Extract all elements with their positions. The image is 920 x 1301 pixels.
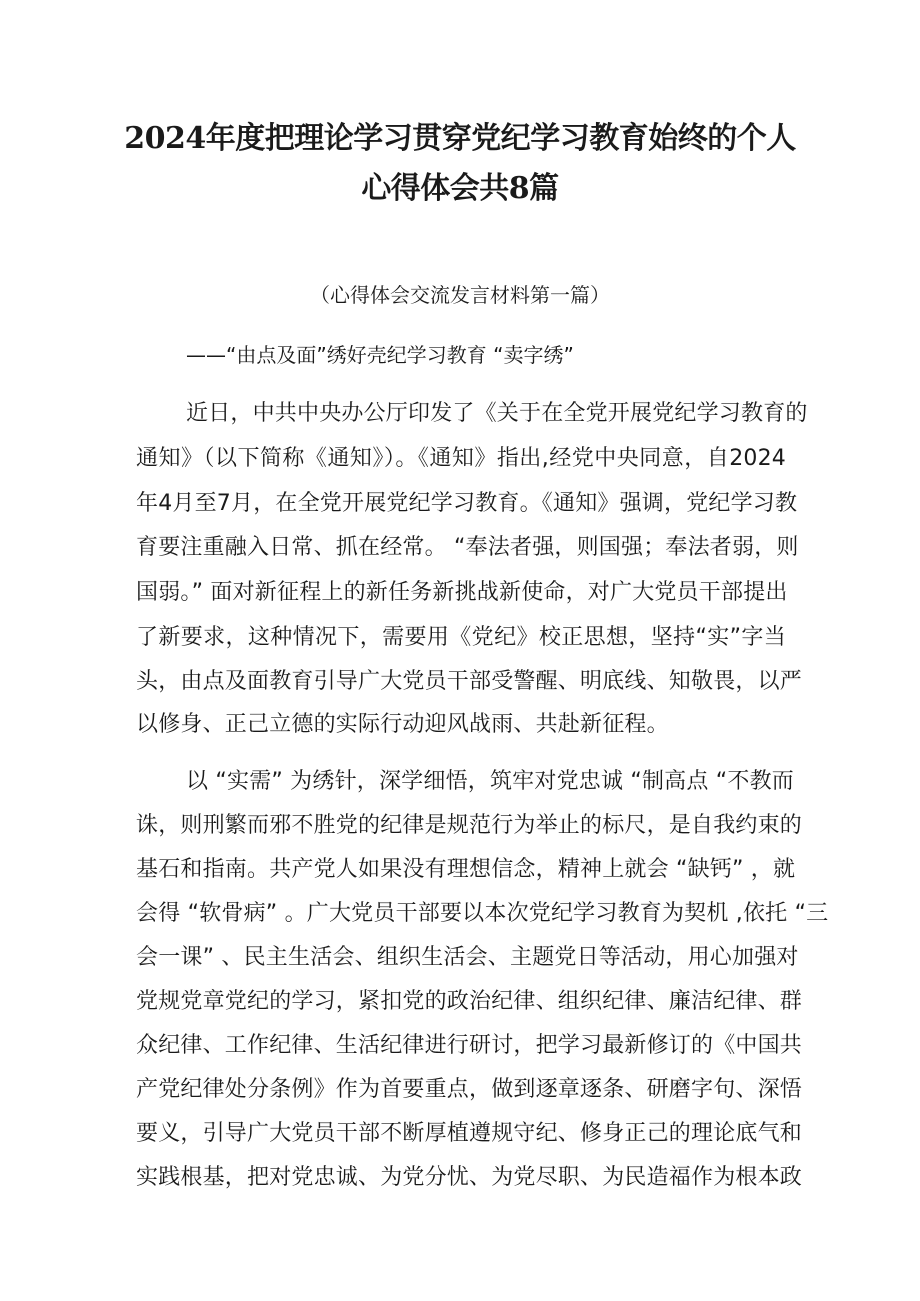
paragraph-line: 基石和指南。共产党人如果没有理想信念，精神上就会 “缺钙” ，就 [136,857,796,882]
paragraph-line: 国弱。” 面对新征程上的新任务新挑战新使命，对广大党员干部提出 [136,580,788,605]
paragraph-line: 会一课” 、民主生活会、组织生活会、主题党日等活动，用心加强对 [136,945,799,970]
paragraph-line: 以修身、正己立德的实际行动迎风战雨、共赴新征程。 [136,712,669,737]
paragraph-line: 会得 “软骨病” 。广大党员干部要以本次党纪学习教育为契机 ,依托 “三 [136,901,829,926]
paragraph-line: 党规党章党纪的学习，紧扣党的政治纪律、组织纪律、廉洁纪律、群 [136,989,803,1014]
paragraph-line: 产党纪律处分条例》作为首要重点，做到逐章逐条、研磨字句、深悟 [136,1077,803,1102]
paragraph-line: 近日，中共中央办公厅印发了《关于在全党开展党纪学习教育的 [186,401,808,426]
paragraph-line: 育要注重融入日常、抓在经常。 “奉法者强，则国强；奉法者弱，则 [136,535,799,560]
paragraph-line: 实践根基，把对党忠诚、为党分忧、为党尽职、为民造福作为根本政 [136,1165,803,1190]
paragraph-line: 要义，引导广大党员干部不断厚植遵规守纪、修身正己的理论底气和 [136,1121,803,1146]
document-title-line-2: 心得体会共8篇 [361,171,559,206]
paragraph-line: 头，由点及面教育引导广大党员干部受警醒、明底线、知敬畏，以严 [136,669,803,694]
paragraph-line: 众纪律、工作纪律、生活纪律进行研讨，把学习最新修订的《中国共 [136,1033,803,1058]
section-tagline: ——“由点及面”绣好壳纪学习教育 “卖字绣” [186,343,574,367]
paragraph-line: 以 “实需” 为绣针，深学细悟，筑牢对党忠诚 “制高点 “不教而 [186,769,794,794]
section-subtitle: （心得体会交流发言材料第一篇） [310,283,610,307]
paragraph-line: 诛，则刑繁而邪不胜党的纪律是规范行为举止的标尺，是自我约束的 [136,813,803,838]
paragraph-line: 年4月至7月，在全党开展党纪学习教育。《通知》强调，党纪学习教 [136,491,798,516]
paragraph-line: 了新要求，这种情况下，需要用《党纪》校正思想，坚持“实”字当 [136,625,786,650]
paragraph-line: 通知》（以下简称《通知》）。《通知》指出,经党中央同意，自2024 [136,446,786,471]
document-title-line-1: 2024年度把理论学习贯穿党纪学习教育始终的个人 [124,121,796,156]
